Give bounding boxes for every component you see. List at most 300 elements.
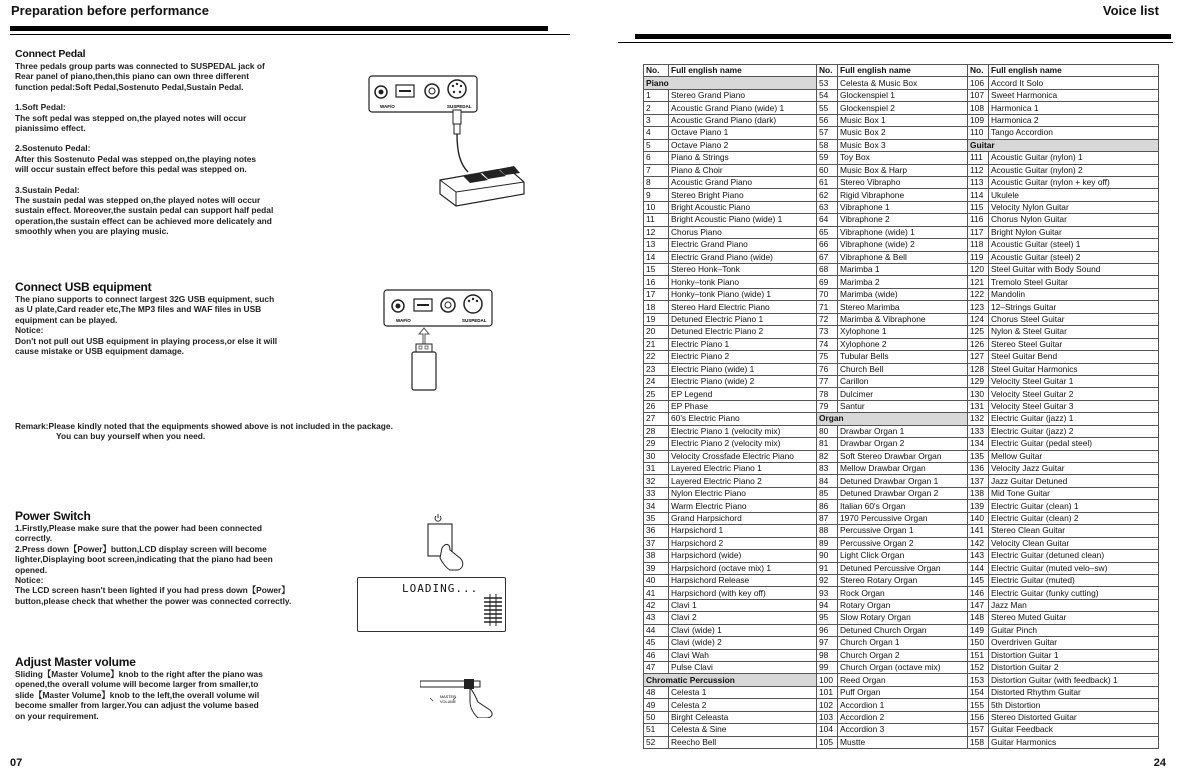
- voice-number: 76: [817, 363, 838, 375]
- voice-name: Layered Electric Piano 1: [669, 463, 817, 475]
- lcd-text: LOADING...: [402, 582, 479, 595]
- voice-number: 3: [644, 114, 669, 126]
- table-row: [644, 189, 1159, 201]
- voice-number: 50: [644, 711, 669, 723]
- knob-label-1: MASTER: [440, 695, 456, 699]
- voice-number: 98: [817, 649, 838, 661]
- voice-name: Marimba 1: [838, 264, 968, 276]
- voice-number: 112: [968, 164, 989, 176]
- voice-name: Accord It Solo: [989, 77, 1159, 89]
- voice-name: Piano & Choir: [669, 164, 817, 176]
- voice-number: 114: [968, 189, 989, 201]
- voice-name: Electric Guitar (funky cutting): [989, 587, 1159, 599]
- voice-number: 154: [968, 686, 989, 698]
- voice-number: 155: [968, 699, 989, 711]
- table-row: [644, 89, 1159, 101]
- voice-number: 149: [968, 624, 989, 636]
- voice-name: Xylophone 2: [838, 338, 968, 350]
- table-row: [644, 164, 1159, 176]
- voice-number: 30: [644, 450, 669, 462]
- usb-jack-label-b: SUSPEDAL: [462, 318, 487, 323]
- voice-name: Grand Harpsichord: [669, 512, 817, 524]
- table-row: [644, 388, 1159, 400]
- voice-name: Mustte: [838, 736, 968, 748]
- voice-name: Electric Guitar (pedal steel): [989, 438, 1159, 450]
- table-row: [644, 475, 1159, 487]
- voice-number: 37: [644, 537, 669, 549]
- col-header-no: No.: [644, 65, 669, 77]
- voice-name: Velocity Steel Guitar 3: [989, 400, 1159, 412]
- voice-name: Music Box 1: [838, 114, 968, 126]
- voice-name: Guitar Feedback: [989, 724, 1159, 736]
- voice-number: 137: [968, 475, 989, 487]
- voice-number: 9: [644, 189, 669, 201]
- voice-name: Jazz Man: [989, 599, 1159, 611]
- voice-number: 152: [968, 662, 989, 674]
- table-row: [644, 649, 1159, 661]
- voice-name: Velocity Jazz Guitar: [989, 463, 1159, 475]
- voice-name: Acoustic Grand Piano (wide) 1: [669, 102, 817, 114]
- voice-name: Distorted Rhythm Guitar: [989, 686, 1159, 698]
- table-row: [644, 662, 1159, 674]
- voice-name: Electric Piano 1: [669, 338, 817, 350]
- voice-name: Italian 60's Organ: [838, 500, 968, 512]
- category-header: Organ: [817, 413, 968, 425]
- voice-name: Harpsichord (octave mix) 1: [669, 562, 817, 574]
- voice-name: Steel Guitar Bend: [989, 351, 1159, 363]
- voice-number: 129: [968, 375, 989, 387]
- voice-name: Accordion 1: [838, 699, 968, 711]
- voice-number: 49: [644, 699, 669, 711]
- power-text: 1.Firstly,Please make sure that the power had been connected correctly. 2.Press down【Power】button,LCD display screen will become lighter,Displaying boot screen,indicating that the piano had been opened. Notice: The LCD screen hasn't been lighted if you had press down【Power】 button,please check that whether the power was connected correctly.: [15, 523, 292, 606]
- table-row: [644, 711, 1159, 723]
- voice-number: 32: [644, 475, 669, 487]
- voice-number: 81: [817, 438, 838, 450]
- table-row: [644, 264, 1159, 276]
- voice-number: 56: [817, 114, 838, 126]
- voice-number: 31: [644, 463, 669, 475]
- voice-name: Tremolo Steel Guitar: [989, 276, 1159, 288]
- voice-name: Celesta 1: [669, 686, 817, 698]
- voice-name: Velocity Crossfade Electric Piano: [669, 450, 817, 462]
- voice-number: 70: [817, 288, 838, 300]
- lcd-level-meter: [482, 592, 504, 630]
- voice-number: 67: [817, 251, 838, 263]
- voice-name: Rigid Vibraphone: [838, 189, 968, 201]
- voice-number: 33: [644, 487, 669, 499]
- voice-number: 143: [968, 550, 989, 562]
- voice-number: 107: [968, 89, 989, 101]
- voice-name: Acoustic Guitar (nylon) 1: [989, 152, 1159, 164]
- voice-name: Bright Acoustic Piano: [669, 201, 817, 213]
- voice-number: 125: [968, 326, 989, 338]
- voice-name: Electric Piano 1 (velocity mix): [669, 425, 817, 437]
- voice-number: 63: [817, 201, 838, 213]
- voice-name: Vibraphone 1: [838, 201, 968, 213]
- table-row: [644, 574, 1159, 586]
- voice-name: Acoustic Guitar (nylon) 2: [989, 164, 1159, 176]
- jack-label-a: WAF/O: [380, 104, 395, 109]
- voice-name: Electric Guitar (muted velo–sw): [989, 562, 1159, 574]
- voice-name: Detuned Drawbar Organ 2: [838, 487, 968, 499]
- voice-name: Carillon: [838, 375, 968, 387]
- voice-name: Distortion Guitar 1: [989, 649, 1159, 661]
- voice-number: 128: [968, 363, 989, 375]
- voice-name: Electric Piano 2 (velocity mix): [669, 438, 817, 450]
- voice-name: Bright Nylon Guitar: [989, 226, 1159, 238]
- voice-name: Layered Electric Piano 2: [669, 475, 817, 487]
- voice-number: 130: [968, 388, 989, 400]
- voice-name: Piano & Strings: [669, 152, 817, 164]
- voice-number: 69: [817, 276, 838, 288]
- voice-number: 7: [644, 164, 669, 176]
- category-header: Piano: [644, 77, 817, 89]
- voice-name: Nylon & Steel Guitar: [989, 326, 1159, 338]
- voice-name: Mandolin: [989, 288, 1159, 300]
- power-button-figure: [420, 512, 470, 574]
- table-row: [644, 724, 1159, 736]
- voice-number: 22: [644, 351, 669, 363]
- voice-number: 126: [968, 338, 989, 350]
- voice-number: 122: [968, 288, 989, 300]
- remark-text-2: You can buy yourself when you need.: [56, 431, 206, 442]
- table-row: [644, 512, 1159, 524]
- volume-heading: Adjust Master volume: [15, 655, 136, 669]
- voice-number: 57: [817, 127, 838, 139]
- voice-name: Santur: [838, 400, 968, 412]
- remark: [15, 421, 475, 442]
- voice-name: Reed Organ: [838, 674, 968, 686]
- voice-number: 64: [817, 214, 838, 226]
- voice-name: Mid Tone Guitar: [989, 487, 1159, 499]
- voice-number: 106: [968, 77, 989, 89]
- table-row: [644, 587, 1159, 599]
- table-row: [644, 686, 1159, 698]
- usb-text: The piano supports to connect largest 32G USB equipment, such as U plate,Card reader etc,The MP3 files and WAF files in USB equipment can be played. Notice: Don't not pull out USB equipment in playing process,or else it will cause mistake or USB equipment damage.: [15, 294, 278, 357]
- voice-name: Stereo Steel Guitar: [989, 338, 1159, 350]
- voice-number: 10: [644, 201, 669, 213]
- voice-name: Detuned Drawbar Organ 1: [838, 475, 968, 487]
- voice-number: 156: [968, 711, 989, 723]
- voice-name: Octave Piano 2: [669, 139, 817, 151]
- voice-number: 85: [817, 487, 838, 499]
- voice-number: 146: [968, 587, 989, 599]
- voice-name: Electric Piano (wide) 2: [669, 375, 817, 387]
- voice-number: 116: [968, 214, 989, 226]
- voice-number: 119: [968, 251, 989, 263]
- voice-name: Honky–tonk Piano: [669, 276, 817, 288]
- table-row: [644, 413, 1159, 425]
- usb-connection-figure: [380, 288, 500, 396]
- table-row: [644, 139, 1159, 151]
- voice-number: 115: [968, 201, 989, 213]
- voice-name: Music Box & Harp: [838, 164, 968, 176]
- voice-name: Stereo Honk–Tonk: [669, 264, 817, 276]
- voice-number: 55: [817, 102, 838, 114]
- voice-number: 110: [968, 127, 989, 139]
- voice-number: 28: [644, 425, 669, 437]
- voice-number: 13: [644, 239, 669, 251]
- table-row: [644, 152, 1159, 164]
- voice-name: Accordion 3: [838, 724, 968, 736]
- col-header-no: No.: [817, 65, 838, 77]
- pedal-text: Three pedals group parts was connected to SUSPEDAL jack of Rear panel of piano,then,this piano can own three different function pedal:Soft Pedal,Sostenuto Pedal,Sustain Pedal. 1.Soft Pedal: The soft pedal was stepped on,the played notes will occur pianissimo effect. 2.Sostenuto Pedal: After this Sostenuto Pedal was stepped on,the playing notes will occur sustain effect before this pedal was stepped on. 3.Sustain Pedal: The sustain pedal was stepped on,the played notes will occur sustain effect. Moreover,the sustain pedal can support half pedal operation,the sustain effect can be achieved more delicately and smoothly when you are playing music.: [15, 61, 274, 237]
- voice-number: 14: [644, 251, 669, 263]
- pedal-heading: Connect Pedal: [15, 48, 86, 60]
- table-row: [644, 612, 1159, 624]
- voice-number: 134: [968, 438, 989, 450]
- voice-name: Marimba & Vibraphone: [838, 313, 968, 325]
- voice-number: 20: [644, 326, 669, 338]
- voice-number: 46: [644, 649, 669, 661]
- voice-name: Puff Organ: [838, 686, 968, 698]
- voice-number: 148: [968, 612, 989, 624]
- table-row: [644, 326, 1159, 338]
- voice-name: Clavi 2: [669, 612, 817, 624]
- voice-number: 59: [817, 152, 838, 164]
- voice-number: 99: [817, 662, 838, 674]
- voice-number: 26: [644, 400, 669, 412]
- voice-name: Stereo Bright Piano: [669, 189, 817, 201]
- table-row: [644, 176, 1159, 188]
- col-header-name: Full english name: [838, 65, 968, 77]
- voice-name: Electric Guitar (muted): [989, 574, 1159, 586]
- table-row: [644, 736, 1159, 748]
- voice-name: Chorus Steel Guitar: [989, 313, 1159, 325]
- voice-number: 157: [968, 724, 989, 736]
- voice-name: Slow Rotary Organ: [838, 612, 968, 624]
- voice-name: EP Phase: [669, 400, 817, 412]
- voice-number: 153: [968, 674, 989, 686]
- voice-name: Chorus Piano: [669, 226, 817, 238]
- voice-name: Celesta & Music Box: [838, 77, 968, 89]
- voice-number: 61: [817, 176, 838, 188]
- voice-number: 25: [644, 388, 669, 400]
- voice-name: Acoustic Grand Piano (dark): [669, 114, 817, 126]
- voice-number: 16: [644, 276, 669, 288]
- voice-number: 5: [644, 139, 669, 151]
- voice-number: 127: [968, 351, 989, 363]
- table-row: [644, 288, 1159, 300]
- voice-number: 92: [817, 574, 838, 586]
- voice-name: Stereo Muted Guitar: [989, 612, 1159, 624]
- usb-heading: Connect USB equipment: [15, 280, 152, 294]
- table-row: [644, 226, 1159, 238]
- voice-name: Dulcimer: [838, 388, 968, 400]
- voice-name: Acoustic Guitar (nylon + key off): [989, 176, 1159, 188]
- voice-number: 53: [817, 77, 838, 89]
- voice-name: Stereo Clean Guitar: [989, 525, 1159, 537]
- header-rule-left-thin: [10, 34, 570, 35]
- voice-name: Stereo Vibrapho: [838, 176, 968, 188]
- voice-number: 54: [817, 89, 838, 101]
- voice-number: 79: [817, 400, 838, 412]
- voice-number: 91: [817, 562, 838, 574]
- voice-name: Detuned Church Organ: [838, 624, 968, 636]
- jack-label-b: SUSPEDAL: [447, 104, 472, 109]
- voice-number: 140: [968, 512, 989, 524]
- voice-name: 1970 Percussive Organ: [838, 512, 968, 524]
- voice-number: 104: [817, 724, 838, 736]
- voice-number: 84: [817, 475, 838, 487]
- table-row: [644, 487, 1159, 499]
- voice-number: 113: [968, 176, 989, 188]
- voice-name: Electric Guitar (detuned clean): [989, 550, 1159, 562]
- voice-number: 105: [817, 736, 838, 748]
- voice-name: Accordion 2: [838, 711, 968, 723]
- voice-name: Steel Guitar Harmonics: [989, 363, 1159, 375]
- voice-number: 151: [968, 649, 989, 661]
- voice-name: Mellow Drawbar Organ: [838, 463, 968, 475]
- voice-name: Church Organ 1: [838, 637, 968, 649]
- voice-name: Stereo Grand Piano: [669, 89, 817, 101]
- voice-number: 145: [968, 574, 989, 586]
- voice-name: 5th Distortion: [989, 699, 1159, 711]
- page-number-left: 07: [10, 757, 23, 769]
- voice-name: Glockenspiel 2: [838, 102, 968, 114]
- table-row: [644, 363, 1159, 375]
- table-row: [644, 637, 1159, 649]
- table-row: [644, 201, 1159, 213]
- voice-number: 135: [968, 450, 989, 462]
- voice-name: Acoustic Grand Piano: [669, 176, 817, 188]
- voice-name: Octave Piano 1: [669, 127, 817, 139]
- voice-name: Church Organ 2: [838, 649, 968, 661]
- voice-number: 124: [968, 313, 989, 325]
- voice-number: 109: [968, 114, 989, 126]
- voice-name: Church Bell: [838, 363, 968, 375]
- voice-name: Velocity Steel Guitar 1: [989, 375, 1159, 387]
- voice-number: 39: [644, 562, 669, 574]
- table-row: [644, 624, 1159, 636]
- table-row: [644, 239, 1159, 251]
- table-row: [644, 351, 1159, 363]
- voice-number: 120: [968, 264, 989, 276]
- voice-name: Harpsichord 2: [669, 537, 817, 549]
- table-row: [644, 338, 1159, 350]
- voice-name: Vibraphone 2: [838, 214, 968, 226]
- voice-number: 95: [817, 612, 838, 624]
- voice-number: 17: [644, 288, 669, 300]
- voice-name: Music Box 3: [838, 139, 968, 151]
- voice-number: 82: [817, 450, 838, 462]
- voice-name: Percussive Organ 2: [838, 537, 968, 549]
- voice-number: 42: [644, 599, 669, 611]
- voice-number: 45: [644, 637, 669, 649]
- voice-number: 48: [644, 686, 669, 698]
- voice-name: Vibraphone (wide) 2: [838, 239, 968, 251]
- table-row: [644, 562, 1159, 574]
- voice-name: Nylon Electric Piano: [669, 487, 817, 499]
- voice-number: 83: [817, 463, 838, 475]
- voice-name: Rock Organ: [838, 587, 968, 599]
- voice-number: 136: [968, 463, 989, 475]
- voice-number: 4: [644, 127, 669, 139]
- voice-name: Vibraphone & Bell: [838, 251, 968, 263]
- voice-name: Honky–tonk Piano (wide) 1: [669, 288, 817, 300]
- voice-number: 2: [644, 102, 669, 114]
- voice-number: 24: [644, 375, 669, 387]
- voice-name: Velocity Nylon Guitar: [989, 201, 1159, 213]
- table-header-row: [644, 65, 1159, 77]
- voice-name: Warm Electric Piano: [669, 500, 817, 512]
- voice-list-table: [643, 64, 1159, 749]
- voice-number: 87: [817, 512, 838, 524]
- voice-name: Stereo Hard Electric Piano: [669, 301, 817, 313]
- voice-number: 142: [968, 537, 989, 549]
- voice-name: Church Organ (octave mix): [838, 662, 968, 674]
- table-row: [644, 537, 1159, 549]
- voice-number: 6: [644, 152, 669, 164]
- table-row: [644, 400, 1159, 412]
- voice-number: 15: [644, 264, 669, 276]
- header-rule-left: [10, 26, 548, 31]
- voice-name: Detuned Percussive Organ: [838, 562, 968, 574]
- table-row: [644, 276, 1159, 288]
- voice-number: 41: [644, 587, 669, 599]
- voice-name: Clavi (wide) 2: [669, 637, 817, 649]
- voice-number: 158: [968, 736, 989, 748]
- voice-name: Tubular Bells: [838, 351, 968, 363]
- header-rule-right: [635, 34, 1171, 39]
- col-header-no: No.: [968, 65, 989, 77]
- voice-name: Sweet Harmonica: [989, 89, 1159, 101]
- voice-name: Electric Guitar (clean) 2: [989, 512, 1159, 524]
- voice-name: Distortion Guitar (with feedback) 1: [989, 674, 1159, 686]
- voice-number: 35: [644, 512, 669, 524]
- table-row: [644, 102, 1159, 114]
- voice-number: 43: [644, 612, 669, 624]
- voice-name: Percussive Organ 1: [838, 525, 968, 537]
- voice-number: 47: [644, 662, 669, 674]
- voice-name: Jazz Guitar Detuned: [989, 475, 1159, 487]
- voice-number: 1: [644, 89, 669, 101]
- voice-number: 68: [817, 264, 838, 276]
- pedal-connection-figure: [368, 72, 528, 212]
- voice-name: Stereo Rotary Organ: [838, 574, 968, 586]
- voice-number: 66: [817, 239, 838, 251]
- voice-name: Velocity Steel Guitar 2: [989, 388, 1159, 400]
- voice-number: 108: [968, 102, 989, 114]
- table-row: [644, 438, 1159, 450]
- voice-name: Guitar Pinch: [989, 624, 1159, 636]
- voice-number: 36: [644, 525, 669, 537]
- voice-name: Harmonica 1: [989, 102, 1159, 114]
- voice-name: Electric Grand Piano (wide): [669, 251, 817, 263]
- table-row: [644, 127, 1159, 139]
- voice-number: 121: [968, 276, 989, 288]
- voice-name: Celesta & Sine: [669, 724, 817, 736]
- voice-name: Acoustic Guitar (steel) 2: [989, 251, 1159, 263]
- voice-name: Birght Celeasta: [669, 711, 817, 723]
- voice-number: 11: [644, 214, 669, 226]
- voice-number: 58: [817, 139, 838, 151]
- voice-name: Clavi 1: [669, 599, 817, 611]
- voice-number: 103: [817, 711, 838, 723]
- voice-name: Harpsichord Release: [669, 574, 817, 586]
- power-heading: Power Switch: [15, 509, 91, 523]
- table-row: [644, 450, 1159, 462]
- voice-number: 89: [817, 537, 838, 549]
- voice-name: EP Legend: [669, 388, 817, 400]
- voice-name: Reecho Bell: [669, 736, 817, 748]
- voice-number: 12: [644, 226, 669, 238]
- voice-name: Xylophone 1: [838, 326, 968, 338]
- voice-number: 38: [644, 550, 669, 562]
- voice-number: 93: [817, 587, 838, 599]
- remark-label: Remark:: [15, 421, 49, 431]
- voice-name: Electric Piano (wide) 1: [669, 363, 817, 375]
